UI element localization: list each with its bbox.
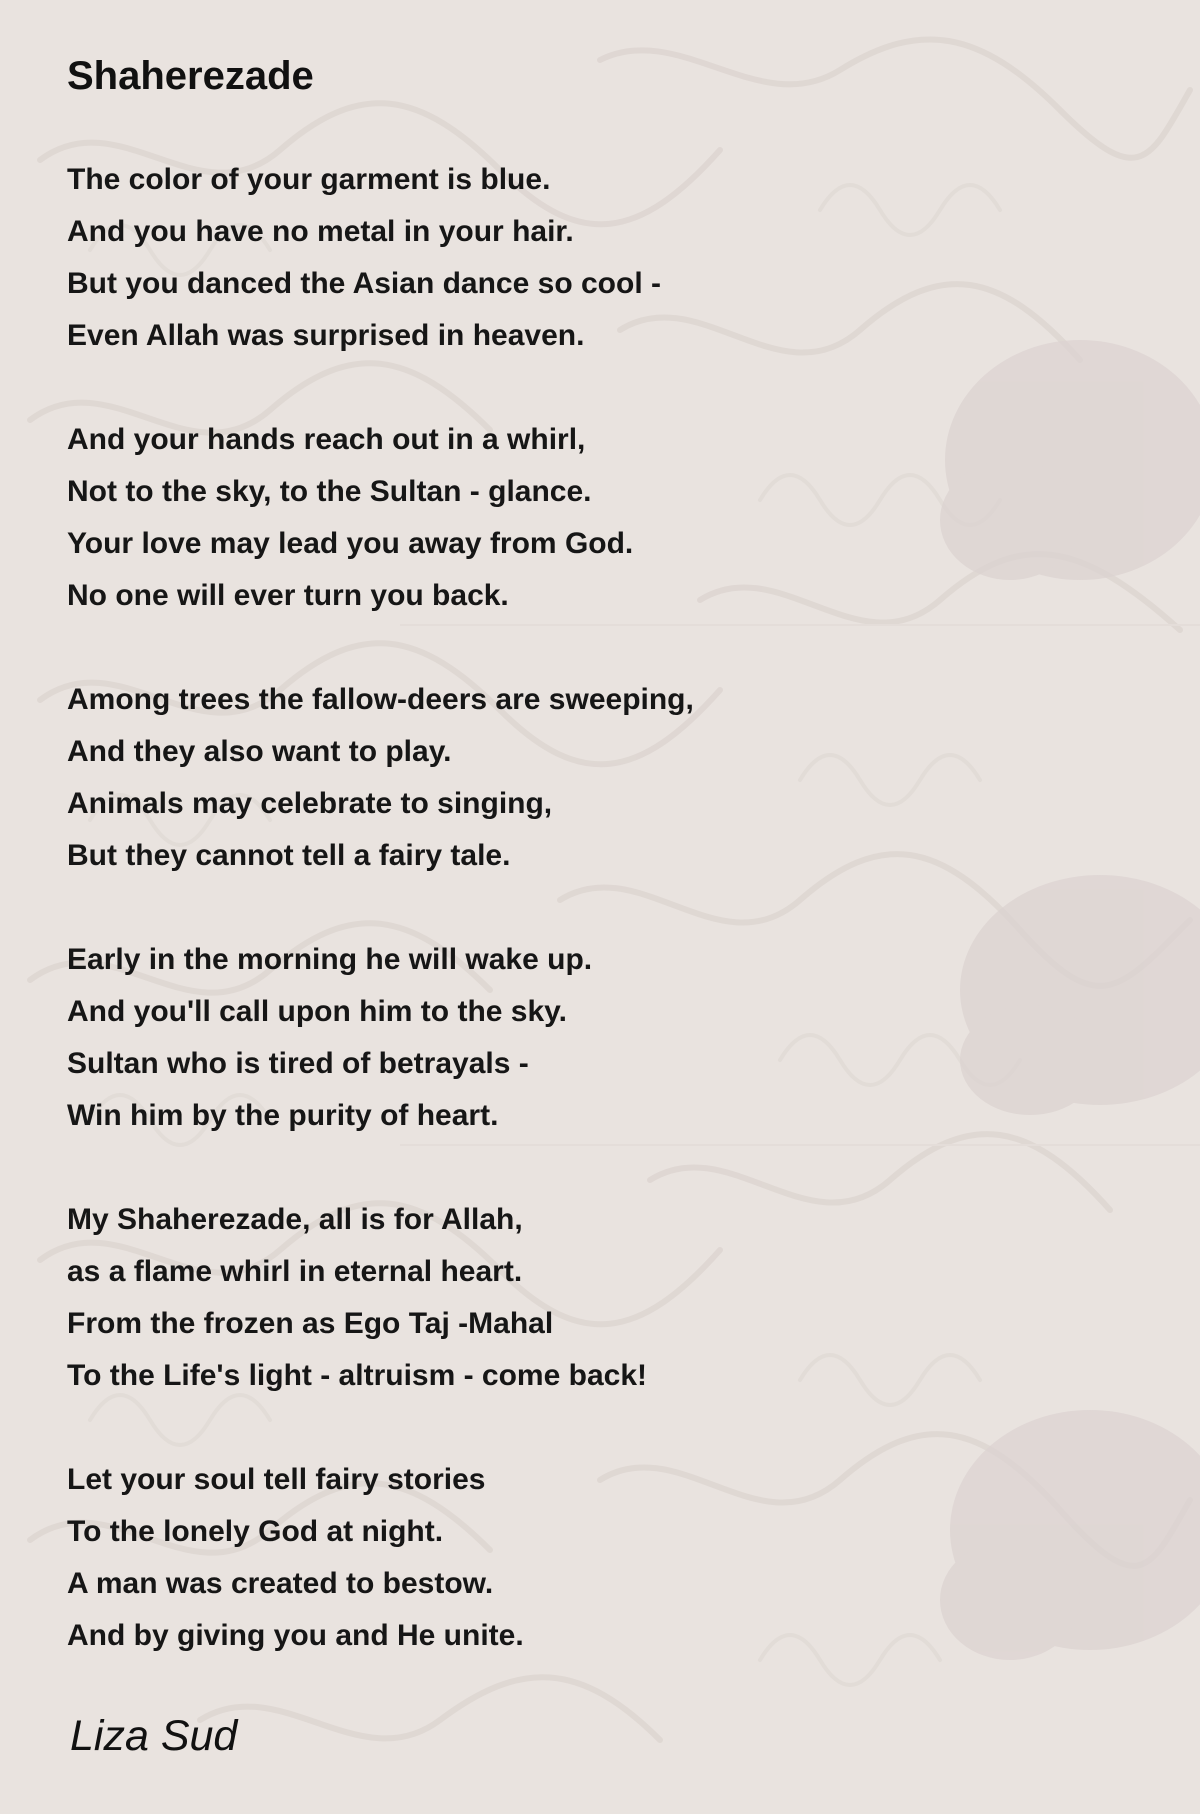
poem-line: A man was created to bestow.	[67, 1567, 494, 1600]
poem-line: To the Life's light - altruism - come back!	[67, 1359, 647, 1392]
poem-author: Liza Sud	[70, 1712, 238, 1760]
poem-line: And your hands reach out in a whirl,	[67, 423, 586, 456]
poem-line: Among trees the fallow-deers are sweeping,	[67, 683, 694, 716]
poem-line: Animals may celebrate to singing,	[67, 787, 553, 820]
poem-line: And they also want to play.	[67, 735, 452, 768]
stanza-6	[67, 1454, 1147, 1662]
stanza-2	[67, 414, 1147, 622]
poem-line: Early in the morning he will wake up.	[67, 943, 593, 976]
poem-line: Even Allah was surprised in heaven.	[67, 319, 585, 352]
poem-line: Win him by the purity of heart.	[67, 1099, 499, 1132]
poem-line: And by giving you and He unite.	[67, 1619, 524, 1652]
stanza-1	[67, 154, 1147, 362]
stanza-3	[67, 674, 1147, 882]
stanza-4	[67, 934, 1147, 1142]
poem-line: The color of your garment is blue.	[67, 163, 551, 196]
stanza-5	[67, 1194, 1147, 1402]
poem-line: No one will ever turn you back.	[67, 579, 509, 612]
poem-line: And you'll call upon him to the sky.	[67, 995, 567, 1028]
poem-line: But you danced the Asian dance so cool -	[67, 267, 661, 300]
poem-line: Let your soul tell fairy stories	[67, 1463, 486, 1496]
poem-content	[67, 48, 1147, 1714]
poem-line: But they cannot tell a fairy tale.	[67, 839, 511, 872]
poem-line: Not to the sky, to the Sultan - glance.	[67, 475, 592, 508]
poem-line: And you have no metal in your hair.	[67, 215, 574, 248]
poem-line: Sultan who is tired of betrayals -	[67, 1047, 529, 1080]
poem-line: My Shaherezade, all is for Allah,	[67, 1203, 523, 1236]
poem-line: From the frozen as Ego Taj -Mahal	[67, 1307, 554, 1340]
poem-line: Your love may lead you away from God.	[67, 527, 634, 560]
poem-title: Shaherezade	[67, 54, 314, 98]
poem-line: To the lonely God at night.	[67, 1515, 444, 1548]
poem-line: as a flame whirl in eternal heart.	[67, 1255, 523, 1288]
